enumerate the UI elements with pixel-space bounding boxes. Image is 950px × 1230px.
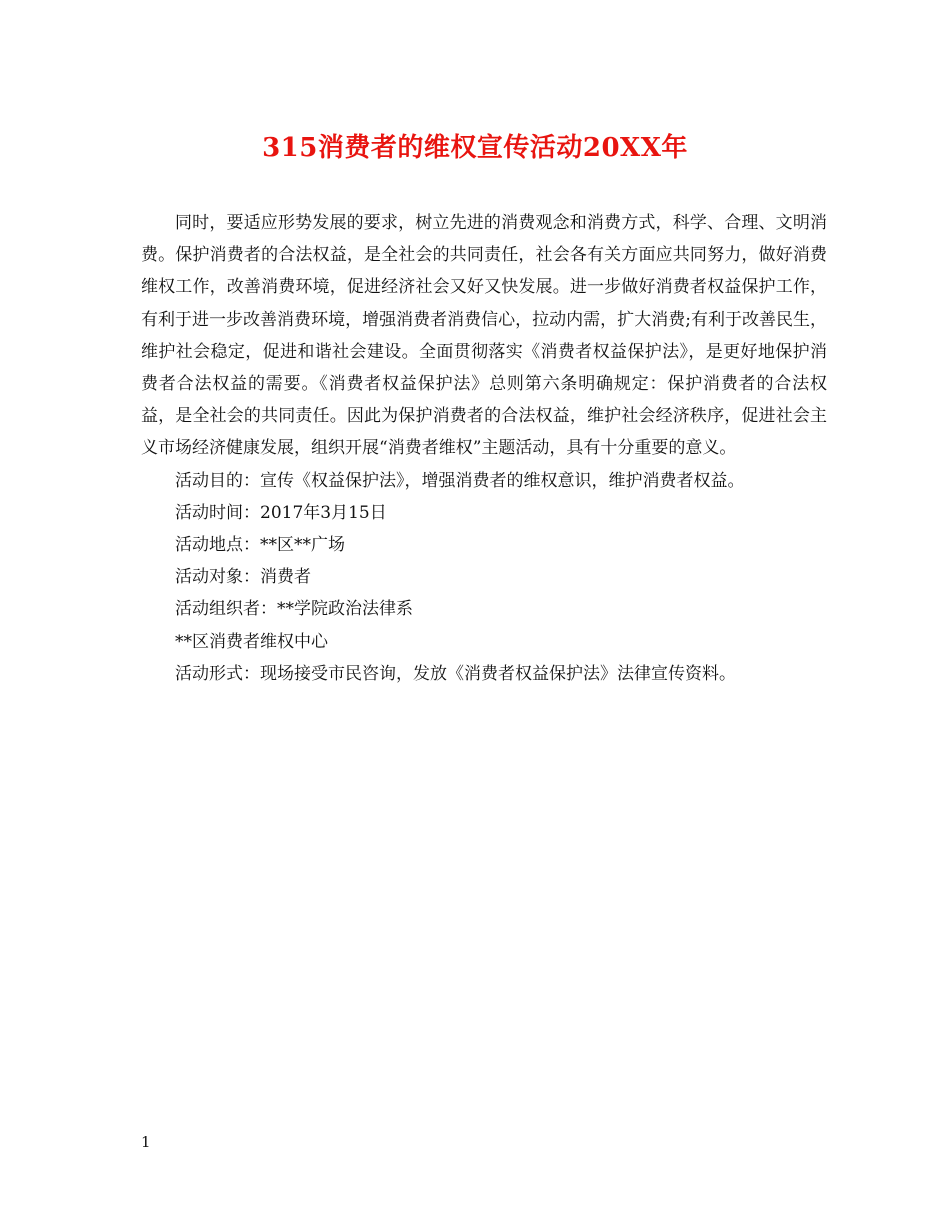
- document-title: 315消费者的维权宣传活动20XX年: [262, 133, 688, 163]
- document-body: [141, 207, 827, 690]
- activity-form-line: 活动形式：现场接受市民咨询，发放《消费者权益保护法》法律宣传资料。: [175, 663, 736, 684]
- activity-organizer-line: 活动组织者：**学院政治法律系: [175, 599, 413, 620]
- page-number: 1: [141, 1133, 151, 1151]
- intro-paragraph: 同时，要适应形势发展的要求，树立先进的消费观念和消费方式，科学、合理、文明消费。保护消费者的合法权益，是全社会的共同责任，社会各有关方面应共同努力，做好消费维权工作，改善消费环境，促进经济社会又好又快发展。进一步做好消费者权益保护工作，有利于进一步改善消费环境，增强消费者消费信心，拉动内需，扩大消费;有利于改善民生，维护社会稳定，促进和谐社会建设。全面贯彻落实《消费者权益保护法》，是更好地保护消费者合法权益的需要。《消费者权益保护法》总则第六条明确规定：保护消费者的合法权益，是全社会的共同责任。因此为保护消费者的合法权益，维护社会经济秩序，促进社会主义市场经济健康发展，组织开展“消费者维权”主题活动，具有十分重要的意义。: [141, 213, 827, 459]
- activity-purpose-line: 活动目的：宣传《权益保护法》，增强消费者的维权意识，维护消费者权益。: [175, 470, 745, 491]
- activity-co-organizer-line: **区消费者维权中心: [175, 631, 328, 652]
- activity-location-line: 活动地点：**区**广场: [175, 535, 345, 556]
- activity-target-line: 活动对象：消费者: [175, 567, 311, 588]
- activity-time-line: 活动时间：2017年3月15日: [175, 502, 387, 523]
